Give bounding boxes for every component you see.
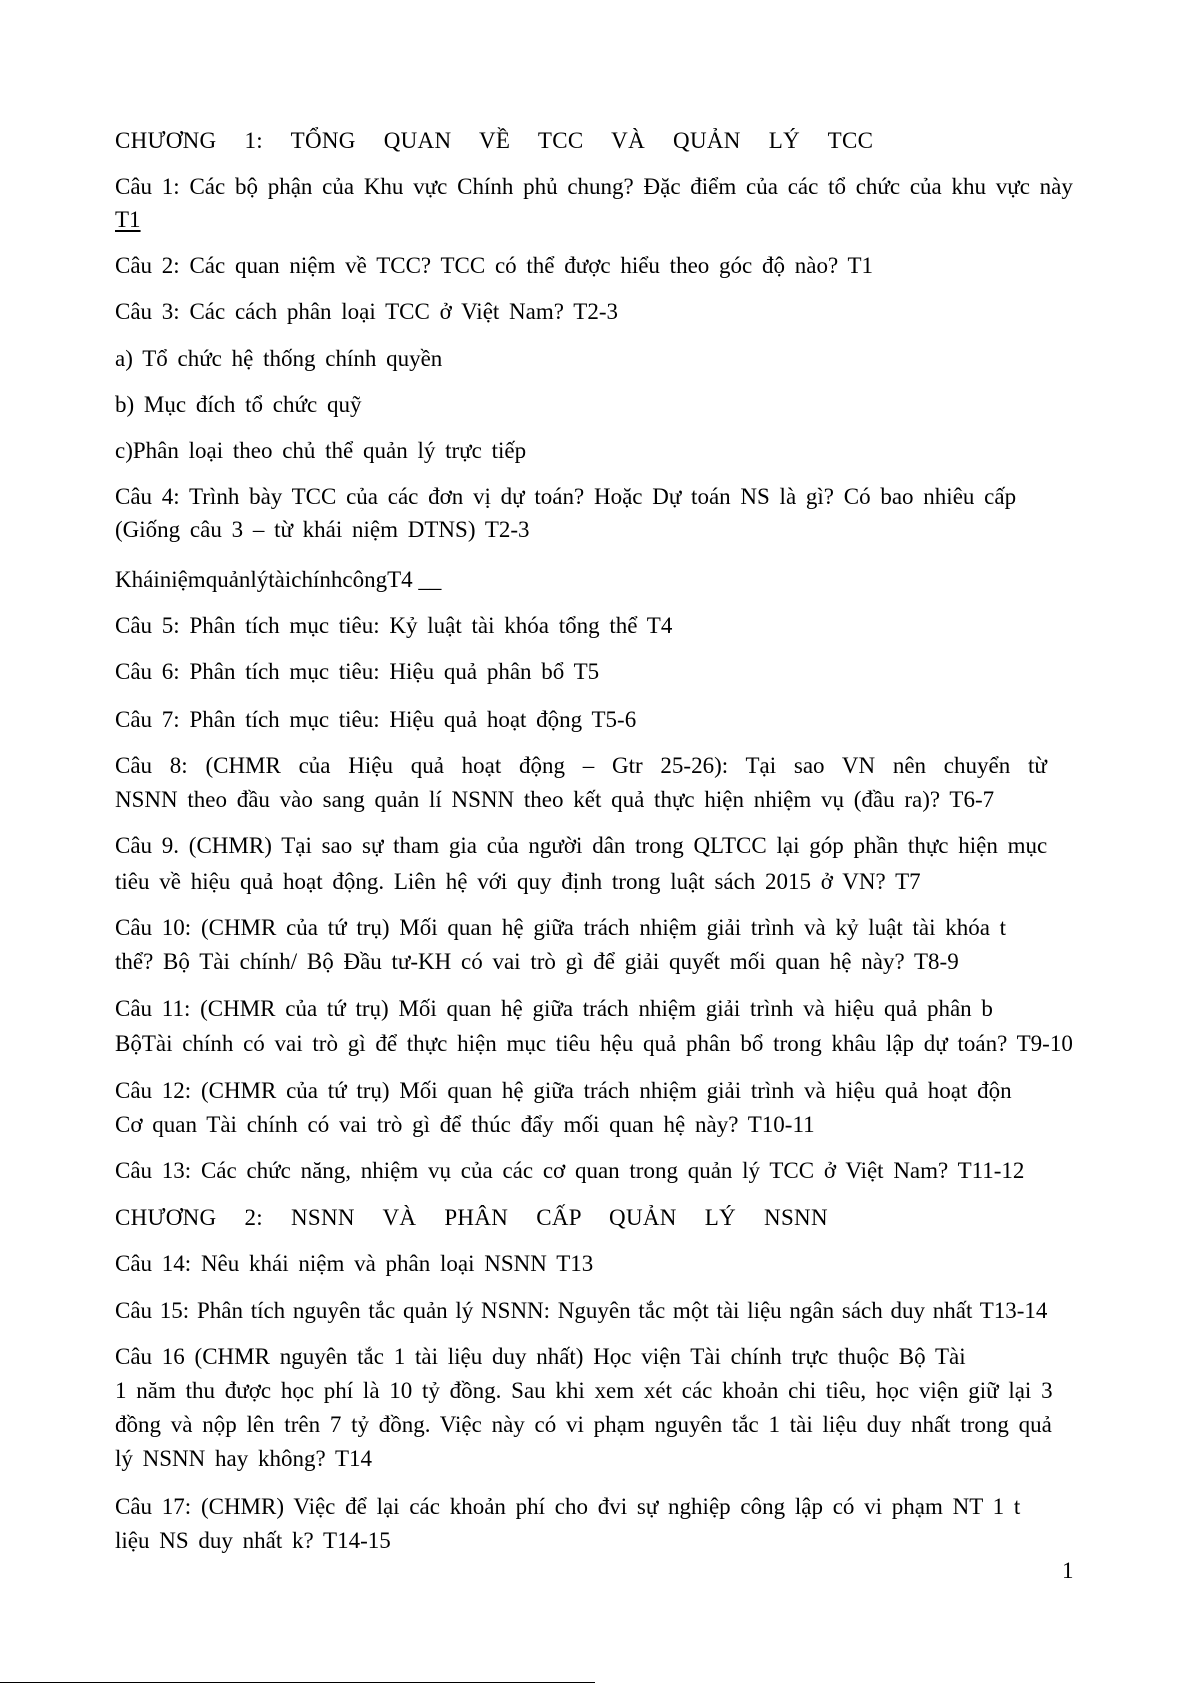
question-4-line-2: (Giống câu 3 – từ khái niệm DTNS) T2-3 — [115, 517, 530, 542]
page-number: 1 — [1062, 1558, 1074, 1583]
question-5: Câu 5: Phân tích mục tiêu: Kỷ luật tài khóa tổng thể T4 — [115, 613, 673, 638]
question-2: Câu 2: Các quan niệm về TCC? TCC có thể được hiểu theo góc độ nào? T1 — [115, 253, 874, 278]
question-7: Câu 7: Phân tích mục tiêu: Hiệu quả hoạt động T5-6 — [115, 707, 637, 732]
question-3: Câu 3: Các cách phân loại TCC ở Việt Nam? T2-3 — [115, 299, 619, 324]
question-3-item-a: a) Tổ chức hệ thống chính quyền — [115, 346, 443, 371]
question-9-line-1: Câu 9. (CHMR) Tại sao sự tham gia của người dân trong QLTCC lại góp phần thực hiện mục — [115, 833, 1048, 858]
question-10-line-2: thể? Bộ Tài chính/ Bộ Đầu tư-KH có vai trò gì để giải quyết mối quan hệ này? T8-9 — [115, 949, 959, 974]
question-16-line-1: Câu 16 (CHMR nguyên tắc 1 tài liệu duy nhất) Học viện Tài chính trực thuộc Bộ Tài — [115, 1344, 966, 1369]
question-1-line-2: T1 — [115, 207, 141, 232]
question-16-line-4: lý NSNN hay không? T14 — [115, 1446, 373, 1471]
question-3-item-b: b) Mục đích tổ chức quỹ — [115, 392, 362, 417]
question-10-line-1: Câu 10: (CHMR của tứ trụ) Mối quan hệ giữa trách nhiệm giải trình và kỷ luật tài khóa t — [115, 915, 1007, 940]
question-15: Câu 15: Phân tích nguyên tắc quản lý NSNN: Nguyên tắc một tài liệu ngân sách duy nhất T13-14 — [115, 1298, 1048, 1323]
question-12-line-2: Cơ quan Tài chính có vai trò gì để thúc đẩy mối quan hệ này? T10-11 — [115, 1112, 815, 1137]
question-8-line-2: NSNN theo đầu vào sang quản lí NSNN theo kết quả thực hiện nhiệm vụ (đầu ra)? T6-7 — [115, 787, 995, 812]
question-17-line-1: Câu 17: (CHMR) Việc để lại các khoản phí cho đvi sự nghiệp công lập có vi phạm NT 1 t — [115, 1494, 1021, 1519]
question-11-line-2: BộTài chính có vai trò gì để thực hiện mục tiêu hệu quả phân bổ trong khâu lập dự toán? T9-10 — [115, 1031, 1073, 1056]
question-14: Câu 14: Nêu khái niệm và phân loại NSNN T13 — [115, 1251, 594, 1276]
question-12-line-1: Câu 12: (CHMR của tứ trụ) Mối quan hệ giữa trách nhiệm giải trình và hiệu quả hoạt độn — [115, 1078, 1012, 1103]
question-6: Câu 6: Phân tích mục tiêu: Hiệu quả phân bổ T5 — [115, 659, 600, 684]
question-11-line-1: Câu 11: (CHMR của tứ trụ) Mối quan hệ giữa trách nhiệm giải trình và hiệu quả phân b — [115, 996, 993, 1021]
question-1-line-1: Câu 1: Các bộ phận của Khu vực Chính phủ chung? Đặc điểm của các tổ chức của khu vực này — [115, 174, 1073, 199]
question-9-line-2: tiêu về hiệu quả hoạt động. Liên hệ với quy định trong luật sách 2015 ở VN? T7 — [115, 869, 921, 894]
question-4-line-1: Câu 4: Trình bày TCC của các đơn vị dự toán? Hoặc Dự toán NS là gì? Có bao nhiêu cấp — [115, 484, 1017, 509]
footer-rule — [0, 1682, 595, 1683]
question-3-item-c: c)Phân loại theo chủ thể quản lý trực tiếp — [115, 438, 527, 463]
question-13: Câu 13: Các chức năng, nhiệm vụ của các cơ quan trong quản lý TCC ở Việt Nam? T11-12 — [115, 1158, 1025, 1183]
question-16-line-3: đồng và nộp lên trên 7 tỷ đồng. Việc này có vi phạm nguyên tắc 1 tài liệu duy nhất trong quả — [115, 1412, 1052, 1437]
question-17-line-2: liệu NS duy nhất k? T14-15 — [115, 1528, 391, 1553]
chapter-2-heading: CHƯƠNG 2: NSNN VÀ PHÂN CẤP QUẢN LÝ NSNN — [115, 1205, 828, 1230]
public-finance-management-concept: KháiniệmquảnlýtàichínhcôngT4 __ — [115, 567, 442, 592]
chapter-1-heading: CHƯƠNG 1: TỔNG QUAN VỀ TCC VÀ QUẢN LÝ TCC — [115, 128, 874, 153]
question-16-line-2: 1 năm thu được học phí là 10 tỷ đồng. Sau khi xem xét các khoản chi tiêu, học viện giữ lại 3 — [115, 1378, 1053, 1403]
question-8-line-1: Câu 8: (CHMR của Hiệu quả hoạt động – Gtr 25-26): Tại sao VN nên chuyển từ — [115, 753, 1047, 778]
